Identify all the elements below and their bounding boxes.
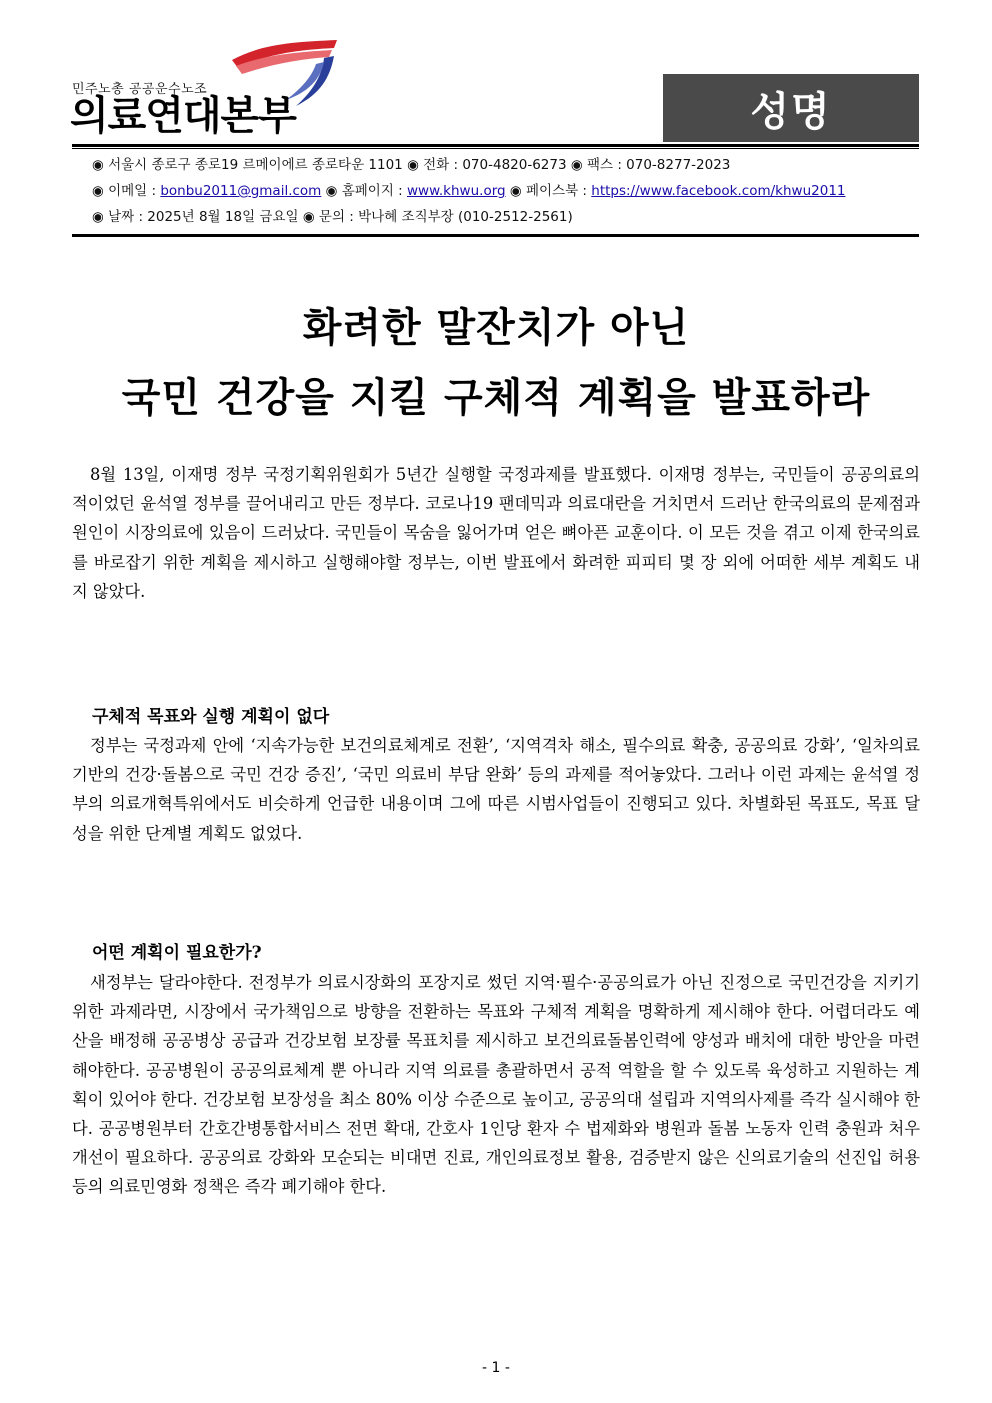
letterhead xyxy=(72,36,919,144)
info-line-1 xyxy=(92,152,846,178)
org-subtitle: 민주노총 공공운수노조 xyxy=(72,82,208,97)
homepage-link[interactable]: www.khwu.org xyxy=(407,183,506,199)
contact-info xyxy=(92,152,846,230)
homepage-label: ◉ 홈페이지 : xyxy=(325,183,407,199)
title-line-1: 화려한 말잔치가 아닌 xyxy=(302,305,690,351)
facebook-label: ◉ 페이스북 : xyxy=(509,183,592,199)
intro-paragraph: 8월 13일, 이재명 정부 국정기획위원회가 5년간 실행할 국정과제를 발표했다. 이재명 정부는, 국민들이 공공의료의 적이었던 윤석열 정부를 끌어내리고 만든 정부다. 코로나19 팬데믹과 의료대란을 거치면서 드러난 한국의료의 문제점과 원인이 시장의료에 있음이 드러났다. 국민들이 목숨을 잃어가며 얻은 뼈아픈 교훈이다. 이 모든 것을 겪고 이제 한국의료를 바로잡기 위한 계획을 제시하고 실행해야할 정부는, 이번 발표에서 화려한 피피티 몇 장 외에 어떠한 세부 계획도 내지 않았다. xyxy=(72,465,920,601)
doc-type-badge: 성명 xyxy=(663,74,919,142)
header-divider-thin xyxy=(72,148,919,149)
date: ◉ 날짜 : 2025년 8월 18일 금요일 xyxy=(92,209,299,225)
section-1-heading: 구체적 목표와 실행 계획이 없다 xyxy=(92,707,330,727)
org-name: 의료연대본부 xyxy=(70,93,296,139)
email-label: ◉ 이메일 : xyxy=(92,183,161,199)
section-2-paragraph: 새정부는 달라야한다. 전정부가 의료시장화의 포장지로 썼던 지역·필수·공공의료가 아닌 진정으로 국민건강을 지키기 위한 과제라면, 시장에서 국가책임으로 방향을 전환하는 목표와 구체적 계획을 명확하게 제시해야 한다. 어렵더라도 예산을 배정해 공공병상 공급과 건강보험 보장률 목표치를 제시하고 보건의료돌봄인력에 양성과 배치에 대한 방안을 마련해야한다. 공공병원이 공공의료체계 뿐 아니라 지역 의료를 총괄하면서 공적 역할을 할 수 있도록 육성하고 지원하는 계획이 있어야 한다. 건강보험 보장성을 최소 80% 이상 수준으로 높이고, 공공의대 설립과 지역의사제를 즉각 실시해야 한다. 공공병원부터 간호간병통합서비스 전면 확대, 간호사 1인당 환자 수 법제화와 병원과 돌봄 노동자 인력 충원과 처우개선이 필요하다. 공공의료 강화와 모순되는 비대면 진료, 개인의료정보 활용, 검증받지 않은 신의료기술의 선진입 허용 등의 의료민영화 정책은 즉각 폐기해야 한다. xyxy=(72,973,920,1197)
email-link[interactable]: bonbu2011@gmail.com xyxy=(160,183,322,199)
info-line-2 xyxy=(92,178,846,204)
info-divider xyxy=(72,234,919,237)
section-2-heading: 어떤 계획이 필요한가? xyxy=(92,943,262,963)
page-number: - 1 - xyxy=(482,1360,510,1376)
info-line-3 xyxy=(92,204,846,230)
section-1-paragraph: 정부는 국정과제 안에 ‘지속가능한 보건의료체계로 전환’, ‘지역격차 해소, 필수의료 확충, 공공의료 강화’, ‘일차의료 기반의 건강·돌봄으로 국민 건강 증진’, ‘국민 의료비 부담 완화’ 등의 과제를 적어놓았다. 그러나 이런 과제는 윤석열 정부의 의료개혁특위에서도 비슷하게 언급한 내용이며 그에 따른 시범사업들이 진행되고 있다. 차별화된 목표도, 목표 달성을 위한 단계별 계획도 없었다. xyxy=(72,736,920,843)
address: ◉ 서울시 종로구 종로19 르메이에르 종로타운 1101 xyxy=(92,157,403,173)
header-divider xyxy=(72,144,919,147)
fax: ◉ 팩스 : 070-8277-2023 xyxy=(570,157,731,173)
title-line-2: 국민 건강을 지킬 구체적 계획을 발표하라 xyxy=(121,375,871,421)
contact: ◉ 문의 : 박나혜 조직부장 (010-2512-2561) xyxy=(302,209,573,225)
phone: ◉ 전화 : 070-4820-6273 xyxy=(407,157,567,173)
facebook-link[interactable]: https://www.facebook.com/khwu2011 xyxy=(591,183,846,199)
